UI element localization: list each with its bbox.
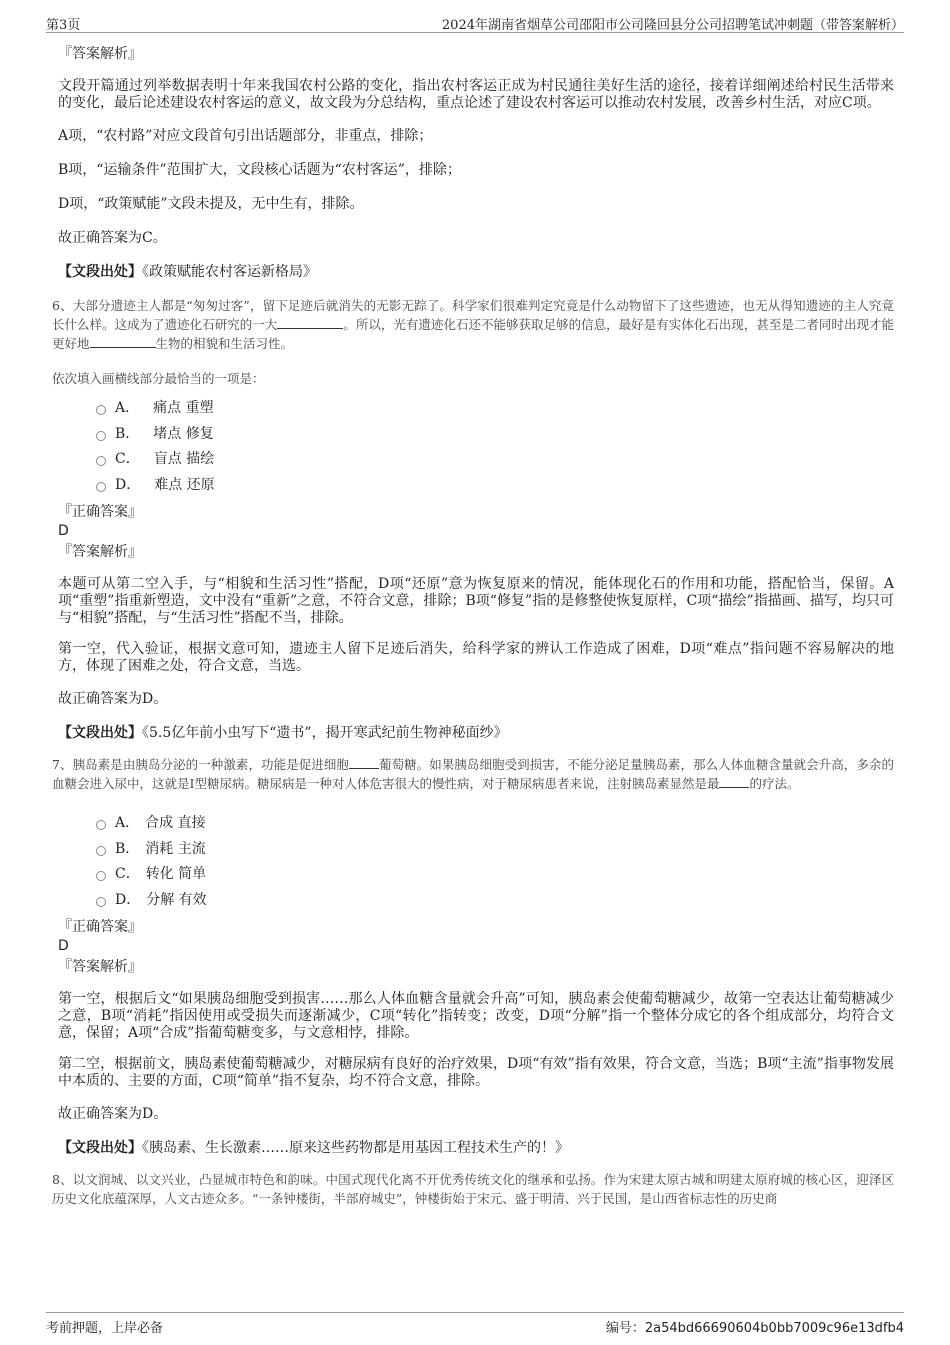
question-6-stem (52, 296, 894, 353)
option-key: B． (115, 840, 140, 857)
fill-blank (349, 755, 379, 769)
source-prefix: 【文段出处】 (58, 725, 142, 741)
code-value: 2a54bd66690604b0bb7009c96e13dfb4 (644, 1321, 904, 1336)
option-c[interactable] (96, 864, 894, 890)
analysis-option-a: A项，“农村路”对应文段首句引出话题部分，非重点，排除； (58, 128, 433, 144)
stem-text: 生物的相貌和生活习性。 (155, 336, 294, 351)
page-footer (46, 1312, 904, 1335)
page-number: 第3页 (46, 18, 81, 33)
source-title: 《政策赋能农村客运新格局》 (142, 264, 317, 280)
option-b[interactable] (96, 424, 894, 450)
option-text: 合成 直接 (145, 815, 206, 831)
stem-text: 。所以，光有遗迹化石还不能够获取足够的信息，最好是有实体化石出现，甚至是二者同时出现才能更好地 (52, 317, 894, 351)
document-title: 2024年湖南省烟草公司邵阳市公司隆回县分公司招聘笔试冲刺题（带答案解析） (441, 18, 904, 33)
source-title: 《胰岛素、生长激素……原来这些药物都是用基因工程技术生产的！》 (142, 1140, 569, 1156)
correct-answer: D (58, 938, 69, 954)
radio-icon[interactable] (96, 482, 106, 492)
analysis-conclusion: 故正确答案为C。 (58, 230, 167, 246)
source-citation (58, 723, 894, 743)
question-8 (52, 1170, 894, 1208)
analysis-conclusion: 故正确答案为D。 (58, 691, 168, 707)
option-text: 痛点 重塑 (153, 400, 214, 416)
source-prefix: 【文段出处】 (58, 1140, 142, 1156)
analysis-label: 『答案解析』 (58, 46, 142, 62)
document-body (52, 44, 894, 1208)
analysis-label: 『答案解析』 (58, 544, 142, 560)
source-prefix: 【文段出处】 (58, 264, 142, 280)
source-citation (58, 262, 894, 282)
page-header (46, 12, 904, 33)
option-d[interactable] (96, 890, 894, 916)
option-a[interactable] (96, 813, 894, 839)
correct-answer-label: 『正确答案』 (58, 504, 142, 520)
question-instruction: 依次填入画横线部分最恰当的一项是： (52, 371, 265, 386)
code-label: 编号： (605, 1321, 645, 1336)
analysis-paragraph: 本题可从第二空入手，与“相貌和生活习性”搭配，D项“还原”意为恢复原来的情况，能体现化石的作用和功能，搭配恰当，保留。A项“重塑”指重新塑造，文中没有“重新”之意，不符合文意，排除；B项“修复”指的是修整使恢复原样，C项“描绘”指描画、描写，均只可与“相貌”搭配，与“生活习性”搭配不当，排除。 (58, 576, 894, 626)
stem-text: 葡萄糖。如果胰岛细胞受到损害，不能分泌足量胰岛素，那么人体血糖含量就会升高，多余的血糖会进入尿中，这就是I型糖尿病。糖尿病是一种对人体危害很大的慢性病，对于糖尿病患者来说，注射胰岛素显然是最 (52, 757, 894, 791)
option-key: D． (115, 476, 141, 493)
option-key: D． (115, 891, 141, 908)
option-c[interactable] (96, 449, 894, 475)
correct-answer-label: 『正确答案』 (58, 919, 142, 935)
analysis-conclusion: 故正确答案为D。 (58, 1106, 168, 1122)
source-citation (58, 1138, 894, 1158)
option-text: 转化 简单 (145, 866, 207, 882)
fill-blank (90, 334, 156, 348)
correct-answer: D (58, 523, 69, 539)
radio-icon[interactable] (96, 846, 106, 856)
option-b[interactable] (96, 839, 894, 865)
option-key: B． (115, 425, 140, 442)
option-key: A． (115, 400, 140, 416)
fill-blank (719, 774, 749, 788)
option-a[interactable] (96, 398, 894, 424)
analysis-paragraph: 第一空，代入验证，根据文意可知，遗迹主人留下足迹后消失，给科学家的辨认工作造成了困难，D项“难点”指问题不容易解决的地方，体现了困难之处，符合文意，当选。 (58, 641, 894, 674)
option-text: 盲点 描绘 (153, 451, 215, 467)
option-key: C． (115, 451, 140, 467)
options-list (96, 813, 894, 915)
radio-icon[interactable] (96, 456, 106, 466)
option-text: 分解 有效 (146, 891, 207, 908)
question-7-stem (52, 755, 894, 793)
stem-text: 7、胰岛素是由胰岛分泌的一种激素，功能是促进细胞 (52, 757, 349, 772)
options-list (96, 398, 894, 500)
option-key: C． (115, 866, 140, 882)
footer-motto: 考前押题，上岸必备 (46, 1321, 164, 1336)
radio-icon[interactable] (96, 871, 106, 881)
analysis-option-b: B项，“运输条件”范围扩大，文段核心话题为“农村客运”，排除； (58, 162, 461, 178)
radio-icon[interactable] (96, 897, 106, 907)
stem-text: 的疗法。 (749, 776, 800, 791)
stem-text: 6、大部分遗迹主人都是“匆匆过客”，留下足迹后就消失的无影无踪了。科学家们很难判定究竟是什么动物留下了这些遗迹，也无从得知遗迹的主人究竟长什么样。这成为了遗迹化石研究的一大 (52, 298, 894, 332)
analysis-label: 『答案解析』 (58, 959, 142, 975)
document-code (606, 1317, 904, 1336)
analysis-paragraph: 文段开篇通过列举数据表明十年来我国农村公路的变化，指出农村客运正成为村民通往美好生活的途径，接着详细阐述给村民生活带来的变化，最后论述建设农村客运的意义，故文段为分总结构，重点论述了建设农村客运可以推动农村发展，改善乡村生活，对应C项。 (58, 78, 894, 111)
fill-blank (277, 315, 343, 329)
question-5-analysis (58, 44, 894, 282)
option-text: 堵点 修复 (153, 425, 214, 442)
option-text: 难点 还原 (154, 476, 215, 493)
analysis-option-d: D项，“政策赋能”文段未提及，无中生有，排除。 (58, 196, 364, 212)
radio-icon[interactable] (96, 431, 106, 441)
source-title: 《5.5亿年前小虫写下“遗书”，揭开寒武纪前生物神秘面纱》 (142, 725, 508, 741)
analysis-paragraph: 第一空，根据后文“如果胰岛细胞受到损害……那么人体血糖含量就会升高”可知，胰岛素会使葡萄糖减少，故第一空表达让葡萄糖减少之意，B项“消耗”指因使用或受损失而逐渐减少，C项“转化”指转变；改变，D项“分解”指一个整体分成它的各个组成部分，均符合文意，保留；A项“合成”指葡萄糖变多，与文意相悖，排除。 (58, 991, 894, 1041)
radio-icon[interactable] (96, 820, 106, 830)
question-6 (52, 296, 894, 743)
question-8-stem: 8、以文润城、以文兴业，凸显城市特色和韵味。中国式现代化离不开优秀传统文化的继承和弘扬。作为宋建太原古城和明建太原府城的核心区，迎泽区历史文化底蕴深厚，人文古迹众多。“一条钟楼街，半部府城史”，钟楼街始于宋元、盛于明清、兴于民国，是山西省标志性的历史商 (52, 1172, 894, 1206)
radio-icon[interactable] (96, 405, 106, 415)
analysis-paragraph: 第二空，根据前文，胰岛素使葡萄糖减少，对糖尿病有良好的治疗效果，D项“有效”指有效果，符合文意，当选；B项“主流”指事物发展中本质的、主要的方面，C项“简单”指不复杂，均不符合文意，排除。 (58, 1056, 894, 1089)
question-7 (52, 755, 894, 1158)
option-d[interactable] (96, 475, 894, 501)
option-text: 消耗 主流 (145, 840, 206, 857)
option-key: A． (115, 815, 140, 831)
